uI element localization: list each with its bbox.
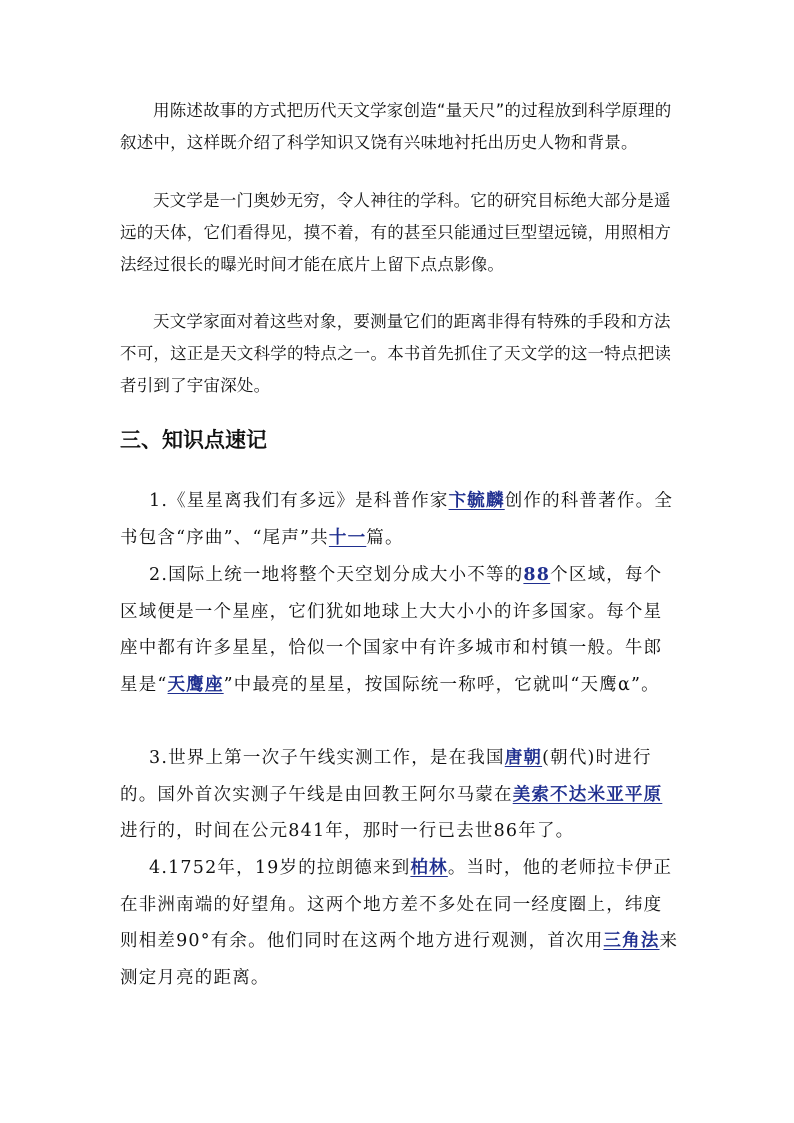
item-text: 3.世界上第一次子午线实测工作，是在我国 [149, 748, 505, 768]
item-text: 个区域，每个区域便是一个星座，它们犹如地球上大大小小的许多国家。每个星座中都有许多星星，恰似一个国家中有许多城市和村镇一般。牛郎星是“ [120, 565, 663, 695]
section-heading: 三、知识点速记 [120, 427, 267, 452]
item-text: 。当时，他的老师拉卡伊正在非洲南端的好望角。这两个地方差不多处在同一经度圈上，纬度则相差90°有余。他们同时在这两个地方进行观测，首次用 [120, 858, 673, 951]
answer-constellation-count: 88 [523, 565, 551, 585]
knowledge-item-4 [120, 850, 680, 996]
item-text: 来测定月亮的距离。 [120, 931, 679, 988]
answer-method: 三角法 [603, 931, 660, 951]
item-text: (朝代)时进行的。国外首次实测子午线是由回教王阿尔马蒙在 [120, 748, 652, 805]
item-text: ”中最亮的星星，按国际统一称呼，它就叫“天鹰α”。 [223, 674, 660, 695]
answer-chapter-count: 十一 [328, 527, 367, 548]
answer-city: 柏林 [410, 858, 448, 878]
answer-author: 卞毓麟 [448, 491, 505, 511]
item-text: 进行的，时间在公元841年，那时一行已去世86年了。 [120, 821, 575, 841]
intro-paragraph-3: 天文学家面对着这些对象，要测量它们的距离非得有特殊的手段和方法不可，这正是天文科学的特点之一。本书首先抓住了天文学的这一特点把读者引到了宇宙深处。 [120, 312, 672, 395]
knowledge-item-3 [120, 740, 680, 850]
item-text: 4.1752年，19岁的拉朗德来到 [149, 858, 411, 878]
intro-paragraph-2: 天文学是一门奥妙无穷，令人神往的学科。它的研究目标绝大部分是遥远的天体，它们看得见，摸不着，有的甚至只能通过巨型望远镜，用照相方法经过很长的曝光时间才能在底片上留下点点影像。 [120, 191, 672, 274]
intro-paragraph-1: 用陈述故事的方式把历代天文学家创造“量天尺”的过程放到科学原理的叙述中，这样既介绍了科学知识又饶有兴味地衬托出历史人物和背景。 [120, 101, 672, 152]
item-text: 创作的科普著作。全书包含“序曲”、“尾声”共 [120, 491, 674, 548]
answer-constellation: 天鹰座 [167, 674, 224, 695]
knowledge-item-1 [120, 483, 680, 556]
answer-place: 美索不达米亚平原 [512, 784, 663, 805]
item-text: 篇。 [366, 527, 404, 548]
item-text: 1.《星星离我们有多远》是科普作家 [149, 491, 449, 511]
item-text: 2.国际上统一地将整个天空划分成大小不等的 [149, 565, 524, 585]
knowledge-item-2 [120, 557, 680, 703]
answer-dynasty: 唐朝 [504, 748, 543, 768]
